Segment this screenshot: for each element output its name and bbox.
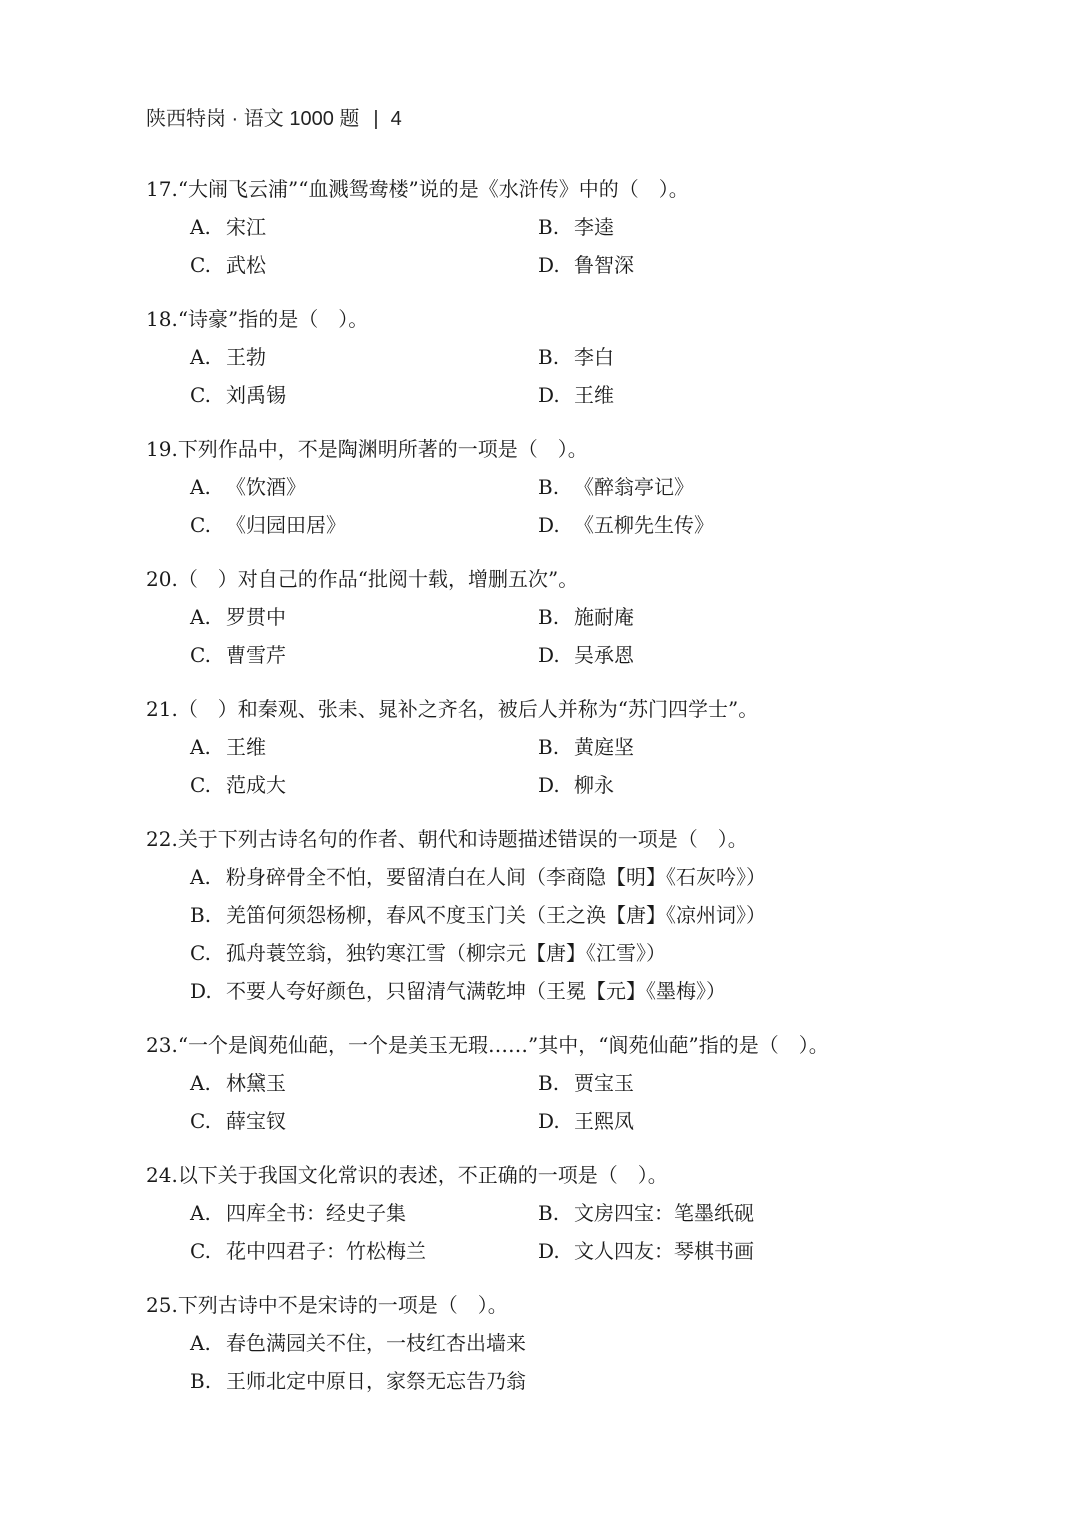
question-stem: [146, 170, 1026, 208]
option-a: [190, 208, 538, 246]
option-text: 李白: [574, 345, 614, 369]
question-text: （ ）和秦观、张耒、晁补之齐名，被后人并称为“苏门四学士”。: [177, 697, 759, 721]
question-text: “诗豪”指的是（ ）。: [177, 307, 369, 331]
option-text: 鲁智深: [574, 253, 634, 277]
option-b: [538, 1194, 886, 1232]
option-letter: C.: [190, 1239, 211, 1263]
option-text: 王维: [226, 735, 266, 759]
header-separator: |: [373, 108, 379, 130]
question-number: 21.: [146, 697, 178, 721]
option-text: 林黛玉: [226, 1071, 286, 1095]
answer-options: [146, 1194, 1026, 1270]
answer-options: [146, 208, 1026, 284]
page-number: 4: [390, 108, 402, 130]
option-text: 羌笛何须怨杨柳，春风不度玉门关（王之涣【唐】《凉州词》）: [226, 903, 766, 927]
option-text: 四库全书：经史子集: [226, 1201, 406, 1225]
option-letter: B.: [538, 735, 560, 759]
option-c: [190, 376, 538, 414]
question-text: 下列作品中，不是陶渊明所著的一项是（ ）。: [177, 437, 588, 461]
option-d: [538, 246, 886, 284]
question-text: （ ）对自己的作品“批阅十载，增删五次”。: [177, 567, 579, 591]
question-text: 以下关于我国文化常识的表述，不正确的一项是（ ）。: [177, 1163, 668, 1187]
answer-options: [146, 598, 1026, 674]
option-c: [190, 636, 538, 674]
option-letter: A.: [190, 1201, 211, 1225]
question-stem: [146, 1156, 1026, 1194]
question-number: 18.: [146, 307, 178, 331]
question-text: “一个是阆苑仙葩，一个是美玉无瑕……”其中，“阆苑仙葩”指的是（ ）。: [177, 1033, 829, 1057]
option-d: [190, 972, 950, 1010]
option-text: 罗贯中: [226, 605, 286, 629]
question-stem: [146, 690, 1026, 728]
option-letter: B.: [538, 1201, 560, 1225]
option-text: 曹雪芹: [226, 643, 286, 667]
option-text: 刘禹锡: [226, 383, 286, 407]
answer-options: [146, 728, 1026, 804]
question-stem: [146, 300, 1026, 338]
option-text: 春色满园关不住，一枝红杏出墙来: [226, 1331, 526, 1355]
option-letter: A.: [190, 345, 211, 369]
option-a: [190, 1194, 538, 1232]
question-number: 22.: [146, 827, 178, 851]
option-letter: C.: [190, 941, 211, 965]
question-20: [146, 560, 1026, 674]
question-text: 下列古诗中不是宋诗的一项是（ ）。: [177, 1293, 508, 1317]
question-list: [146, 170, 1026, 1416]
option-text: 王维: [574, 383, 614, 407]
question-19: [146, 430, 1026, 544]
answer-options: [146, 338, 1026, 414]
option-text: 宋江: [226, 215, 266, 239]
option-a: [190, 598, 538, 636]
option-b: [538, 338, 886, 376]
answer-options: [146, 1064, 1026, 1140]
option-d: [538, 1102, 886, 1140]
question-stem: [146, 560, 1026, 598]
option-text: 李逵: [574, 215, 614, 239]
question-22: [146, 820, 1026, 1010]
question-number: 23.: [146, 1033, 178, 1057]
option-letter: A.: [190, 475, 211, 499]
question-25: [146, 1286, 1026, 1400]
answer-options: [146, 1324, 1026, 1400]
option-letter: A.: [190, 1071, 211, 1095]
option-a: [190, 468, 538, 506]
option-letter: A.: [190, 1331, 211, 1355]
option-b: [190, 1362, 950, 1400]
option-text: 不要人夸好颜色，只留清气满乾坤（王冕【元】《墨梅》）: [226, 979, 726, 1003]
option-d: [538, 766, 886, 804]
question-17: [146, 170, 1026, 284]
question-24: [146, 1156, 1026, 1270]
option-letter: C.: [190, 383, 211, 407]
option-b: [538, 208, 886, 246]
option-letter: C.: [190, 643, 211, 667]
option-letter: D.: [190, 979, 212, 1003]
option-b: [538, 598, 886, 636]
option-letter: A.: [190, 215, 211, 239]
option-a: [190, 1324, 950, 1362]
question-23: [146, 1026, 1026, 1140]
option-c: [190, 1232, 538, 1270]
option-text: 吴承恩: [574, 643, 634, 667]
option-letter: D.: [538, 253, 560, 277]
option-letter: C.: [190, 513, 211, 537]
answer-options: [146, 468, 1026, 544]
option-text: 王熙凤: [574, 1109, 634, 1133]
option-letter: D.: [538, 643, 560, 667]
option-text: 文人四友：琴棋书画: [574, 1239, 754, 1263]
option-text: 黄庭坚: [574, 735, 634, 759]
book-title: 陕西特岗 · 语文 1000 题: [146, 108, 360, 130]
option-letter: B.: [190, 903, 212, 927]
question-text: 关于下列古诗名句的作者、朝代和诗题描述错误的一项是（ ）。: [177, 827, 748, 851]
option-text: 武松: [226, 253, 266, 277]
option-text: 《五柳先生传》: [574, 513, 714, 537]
question-stem: [146, 820, 1026, 858]
question-18: [146, 300, 1026, 414]
option-a: [190, 858, 950, 896]
option-c: [190, 1102, 538, 1140]
question-number: 24.: [146, 1163, 178, 1187]
option-text: 柳永: [574, 773, 614, 797]
option-letter: D.: [538, 383, 560, 407]
option-a: [190, 1064, 538, 1102]
option-letter: D.: [538, 773, 560, 797]
option-text: 王师北定中原日，家祭无忘告乃翁: [226, 1369, 526, 1393]
question-stem: [146, 1026, 1026, 1064]
option-c: [190, 246, 538, 284]
question-number: 20.: [146, 567, 178, 591]
option-b: [538, 468, 886, 506]
answer-options: [146, 858, 1026, 1010]
option-text: 粉身碎骨全不怕，要留清白在人间（李商隐【明】《石灰吟》）: [226, 865, 766, 889]
question-number: 17.: [146, 177, 178, 201]
option-letter: B.: [538, 605, 560, 629]
option-text: 孤舟蓑笠翁，独钓寒江雪（柳宗元【唐】《江雪》）: [226, 941, 666, 965]
option-text: 《醉翁亭记》: [574, 475, 694, 499]
option-d: [538, 636, 886, 674]
option-text: 文房四宝：笔墨纸砚: [574, 1201, 754, 1225]
running-header: [146, 104, 402, 134]
question-number: 25.: [146, 1293, 178, 1317]
question-number: 19.: [146, 437, 178, 461]
option-text: 王勃: [226, 345, 266, 369]
option-b: [538, 728, 886, 766]
option-letter: D.: [538, 1109, 560, 1133]
option-text: 《饮酒》: [226, 475, 306, 499]
option-b: [538, 1064, 886, 1102]
option-letter: D.: [538, 513, 560, 537]
option-text: 贾宝玉: [574, 1071, 634, 1095]
option-text: 花中四君子：竹松梅兰: [226, 1239, 426, 1263]
question-stem: [146, 1286, 1026, 1324]
option-c: [190, 934, 950, 972]
option-d: [538, 376, 886, 414]
option-text: 施耐庵: [574, 605, 634, 629]
option-d: [538, 1232, 886, 1270]
option-letter: C.: [190, 773, 211, 797]
question-21: [146, 690, 1026, 804]
option-letter: B.: [190, 1369, 212, 1393]
option-letter: D.: [538, 1239, 560, 1263]
option-letter: A.: [190, 735, 211, 759]
option-letter: B.: [538, 475, 560, 499]
option-letter: A.: [190, 865, 211, 889]
question-text: “大闹飞云浦”“血溅鸳鸯楼”说的是《水浒传》中的（ ）。: [177, 177, 689, 201]
option-a: [190, 338, 538, 376]
option-letter: C.: [190, 1109, 211, 1133]
option-letter: B.: [538, 215, 560, 239]
option-letter: B.: [538, 345, 560, 369]
option-text: 薛宝钗: [226, 1109, 286, 1133]
option-c: [190, 766, 538, 804]
option-letter: C.: [190, 253, 211, 277]
option-a: [190, 728, 538, 766]
option-c: [190, 506, 538, 544]
option-letter: B.: [538, 1071, 560, 1095]
option-d: [538, 506, 886, 544]
option-text: 《归园田居》: [226, 513, 346, 537]
question-stem: [146, 430, 1026, 468]
option-text: 范成大: [226, 773, 286, 797]
option-b: [190, 896, 950, 934]
option-letter: A.: [190, 605, 211, 629]
